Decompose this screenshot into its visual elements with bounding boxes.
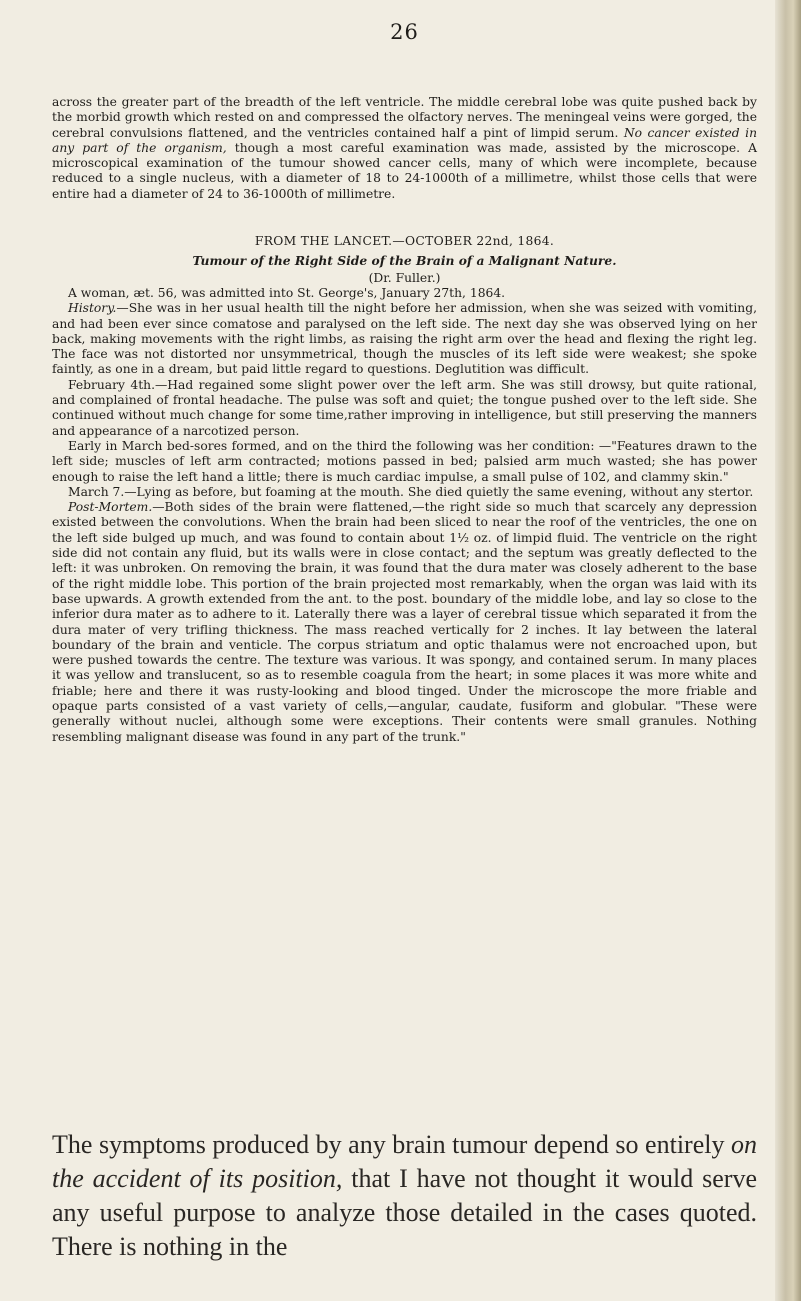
history-label: History. xyxy=(68,301,117,316)
section-heading: FROM THE LANCET.—OCTOBER 22nd, 1864. xyxy=(254,234,555,249)
post-mortem-label: Post-Mortem. xyxy=(68,500,153,515)
march-7-paragraph: March 7.—Lying as before, but foaming at the mouth. She died quietly the same evening, without any stertor. xyxy=(68,484,754,499)
section-subheading: Tumour of the Right Side of the Brain of a Malignant Nature. xyxy=(192,253,617,269)
closing-paragraph xyxy=(52,1128,757,1264)
opening-text-part1: across the greater part of the breadth of the left ventricle. The middle cerebral lobe was quite pushed back by the morbid growth which rested on and compressed the olfactory nerves. The meningeal veins were gorged, the cerebral convulsions flattened, and the ventricles contained half a pint of limpid serum. xyxy=(52,95,757,140)
closing-part1: The symptoms produced by any brain tumour depend so entirely xyxy=(52,1130,731,1159)
post-mortem-text: —Both sides of the brain were flattened,—the right side so much that scarcely any depression existed between the convolutions. When the brain had been sliced to near the roof of the ventricles, the one on the left side bulged up much, and was found to contain about 1½ oz. of limpid fluid. The ventricle on the right side did not contain any fluid, but its walls were in close contact; and the septum was greatly deflected to the left: it was unbroken. On removing the brain, it was found that the dura mater was closely adherent to the base of the right middle lobe. This portion of the brain projected most remarkably, when the organ was laid with its base upwards. A growth extended from the ant. to the post. boundary of the middle lobe, and lay so close to the inferior dura mater as to adhere to it. Laterally there was a layer of cerebral tissue which separated it from the dura mater of very trifling thickness. The mass reached vertically for 2 inches. It lay between the lateral boundary of the brain and venticle. The corpus striatum and optic thalamus were not encroached upon, but were pushed towards the centre. The texture was various. It was spongy, and contained serum. In many places it was yellow and translucent, so as to resemble coagula from the heart; in some places it was more white and friable; here and there it was rusty-looking and blood tinged. Under the microscope the more friable and opaque parts consisted of a vast variety of cells,—angular, caudate, fusiform and globular. "These were generally without nuclei, although some were exceptions. Their contents were small granules. Nothing resembling malignant disease was found in any part of the trunk." xyxy=(52,500,757,744)
page-number: 26 xyxy=(390,20,419,44)
post-mortem-paragraph xyxy=(52,500,757,745)
february-paragraph: February 4th.—Had regained some slight power over the left arm. She was still drowsy, but quite rational, and complained of frontal headache. The pulse was soft and quiet; the tongue pushed over to the left side. She continued without much change for some time,rather improving in intelligence, but still preserving the manners and appearance of a narcotized person. xyxy=(52,377,757,438)
opening-text-part2: though a most careful examination was made, assisted by the microscope. A microscopical examination of the tumour showed cancer cells, many of which were incomplete, because reduced to a single nucleus, with a diameter of 18 to 24-1000th of a millimetre, whilst those cells that were entire had a diameter of 24 to 36-1000th of millimetre. xyxy=(52,140,758,201)
history-text: —She was in her usual health till the night before her admission, when she was seized with vomiting, and had been ever since comatose and paralysed on the left side. The next day she was observed lying on her back, making movements with the right limbs, as raising the right arm over the head and flexing the right leg. The face was not distorted nor unsymmetrical, though the muscles of its left side were weakest; she spoke faintly, as one in a dream, but paid little regard to questions. Deglutition was difficult. xyxy=(52,301,757,377)
page-edge-binding xyxy=(775,0,801,1301)
case-intro: A woman, æt. 56, was admitted into St. George's, January 27th, 1864. xyxy=(68,285,506,300)
closing-text xyxy=(52,1128,757,1264)
closing-part2: that I have not thought it would serve any useful purpose to analyze those detailed in the cases quoted. There is nothing in the xyxy=(52,1164,757,1261)
closing-emphasis: on the accident of its position, xyxy=(52,1130,757,1193)
book-page xyxy=(52,0,757,1301)
opening-paragraph xyxy=(52,95,757,202)
section-doctor: (Dr. Fuller.) xyxy=(368,270,441,285)
opening-emphasis: No cancer existed in any part of the organism, xyxy=(52,125,757,155)
history-paragraph xyxy=(52,301,757,377)
case-report-text xyxy=(52,95,757,745)
early-march-paragraph: Early in March bed-sores formed, and on the third the following was her condition: —"Features drawn to the left side; muscles of left arm contracted; motions passed in bed; palsied arm much wasted; she has power enough to raise the left hand a little; there is much cardiac impulse, a small pulse of 102, and clammy skin." xyxy=(52,438,757,484)
